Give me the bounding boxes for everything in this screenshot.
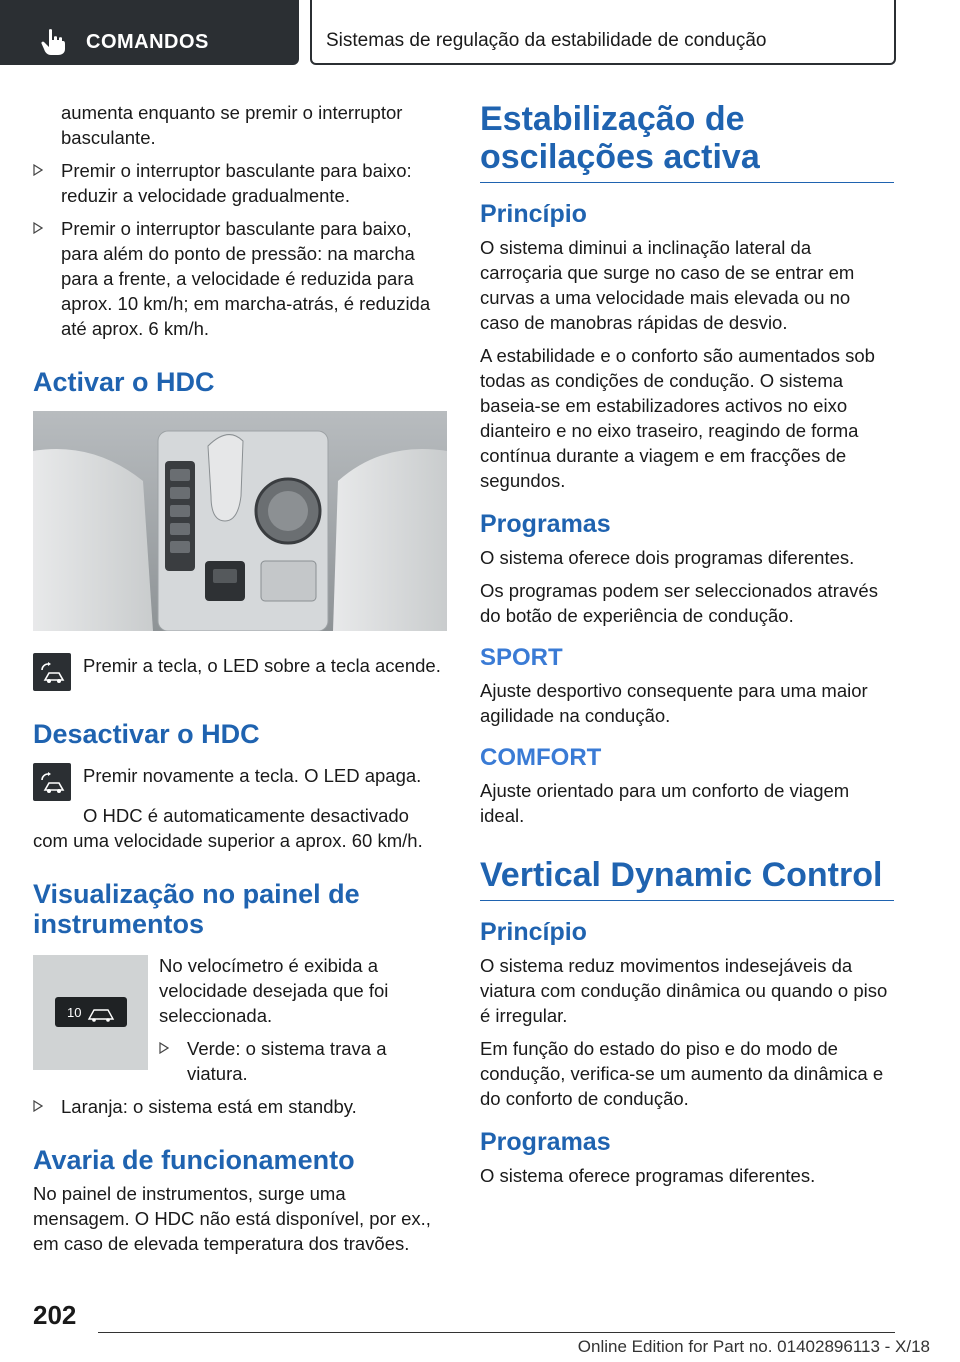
section-title-vdc: Vertical Dynamic Control: [480, 856, 894, 901]
heading-sport: SPORT: [480, 644, 563, 671]
list-item-text: Laranja: o sistema está em standby.: [61, 1096, 357, 1117]
bullet-triangle-icon: [33, 1100, 43, 1112]
programs-2-paragraph-1: O sistema oferece programas diferentes.: [480, 1165, 816, 1186]
section-tab-label: COMANDOS: [86, 31, 209, 53]
comfort-text: Ajuste orientado para um conforto de viagem ideal.: [480, 780, 850, 826]
section-title-stabilization: Estabilização de oscilações activa: [480, 100, 894, 183]
heading-deactivate-hdc: Desactivar o HDC: [33, 719, 260, 749]
heading-comfort: COMFORT: [480, 744, 602, 771]
list-item-text: Premir o interruptor basculante para baixo: reduzir a velocidade gradualmente.: [61, 160, 412, 206]
malfunction-text: No painel de instrumentos, surge uma mensagem. O HDC não está disponível, por ex., em caso de elevada temperatura dos travões.: [33, 1183, 431, 1254]
bullet-triangle-icon: [159, 1042, 169, 1054]
display-text: No velocímetro é exibida a velocidade desejada que foi seleccionada.: [159, 955, 389, 1026]
center-console-illustration: [33, 411, 447, 631]
list-item-text: Premir o interruptor basculante para baixo, para além do ponto de pressão: na marcha para a frente, a velocidade é reduzida para aprox. 10 km/h; em marcha-atrás, é reduzida até aprox. 6 km/h.: [61, 218, 431, 339]
deactivate-text-1: Premir novamente a tecla. O LED apaga.: [83, 765, 422, 786]
principle-2-paragraph-1: O sistema reduz movimentos indesejáveis da viatura com condução dinâmica ou quando o piso é irregular.: [480, 955, 888, 1026]
bullet-triangle-icon: [33, 164, 43, 176]
list-item: [33, 216, 447, 341]
hand-pointer-icon: [40, 28, 66, 56]
heading-principle-2: Princípio: [480, 918, 587, 946]
deactivate-text-2: O HDC é automaticamente desactivado com uma velocidade superior a aprox. 60 km/h.: [33, 805, 423, 851]
activate-text: Premir a tecla, o LED sobre a tecla acende.: [83, 655, 441, 676]
footer-edition: Online Edition for Part no. 01402896113 - X/18: [577, 1337, 930, 1356]
programs-1-paragraph-1: O sistema oferece dois programas diferentes.: [480, 547, 855, 568]
heading-display: Visualização no painel de instrumentos: [33, 879, 360, 939]
hdc-display-icon: [33, 955, 148, 1070]
chapter-header: [310, 0, 896, 65]
deactivate-instruction: [33, 763, 447, 803]
display-section: [33, 953, 447, 1086]
heading-programs-2: Programas: [480, 1128, 611, 1156]
chapter-title: Sistemas de regulação da estabilidade de condução: [326, 30, 767, 51]
intro-continuation: aumenta enquanto se premir o interruptor basculante.: [61, 102, 403, 148]
section-tab: [0, 0, 299, 65]
right-column: [480, 100, 894, 1196]
heading-malfunction: Avaria de funcionamento: [33, 1145, 355, 1175]
hdc-key-icon: [33, 763, 71, 801]
display-speed: 10: [67, 1005, 82, 1020]
principle-1-paragraph-1: O sistema diminui a inclinação lateral da carroçaria que surge no caso de se entrar em curvas a uma velocidade mais elevada ou no caso de manobras rápidas de desvio.: [480, 237, 855, 333]
principle-1-paragraph-2: A estabilidade e o conforto são aumentados sob todas as condições de condução. O sistema baseia-se em estabilizadores activos no eixo dianteiro e no eixo traseiro, reagindo de forma contínua durante a viagem e em fracções de segundos.: [480, 345, 875, 491]
list-item: [159, 1036, 447, 1086]
page-number: 202: [33, 1300, 77, 1330]
bullet-triangle-icon: [33, 222, 43, 234]
activate-instruction: [33, 653, 447, 693]
hdc-key-icon: [33, 653, 71, 691]
list-item: [33, 158, 447, 208]
principle-2-paragraph-2: Em função do estado do piso e do modo de condução, verifica-se um aumento da dinâmica e do conforto de condução.: [480, 1038, 884, 1109]
programs-1-paragraph-2: Os programas podem ser seleccionados através do botão de experiência de condução.: [480, 580, 878, 626]
center-console-photo: [33, 411, 447, 631]
heading-programs-1: Programas: [480, 510, 611, 538]
footer-divider: [98, 1332, 895, 1333]
left-column: [33, 100, 447, 1264]
heading-principle-1: Princípio: [480, 200, 587, 228]
sport-text: Ajuste desportivo consequente para uma maior agilidade na condução.: [480, 680, 868, 726]
list-item-text: Verde: o sistema trava a viatura.: [187, 1038, 387, 1084]
list-item: [33, 1094, 447, 1119]
heading-activate-hdc: Activar o HDC: [33, 367, 215, 397]
